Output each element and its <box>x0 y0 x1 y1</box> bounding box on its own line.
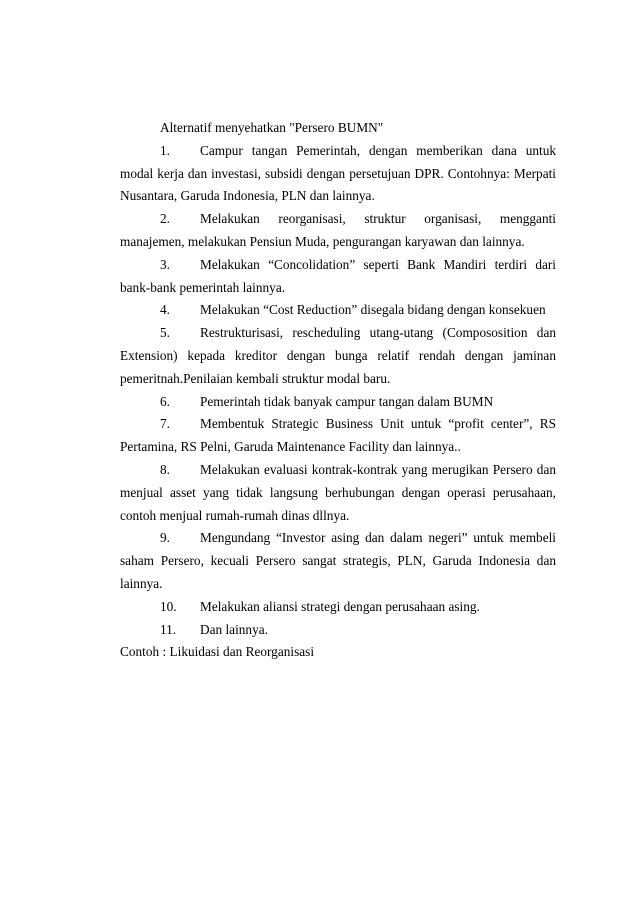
list-item <box>120 391 556 414</box>
section-heading: Alternatif menyehatkan "Persero BUMN" <box>160 120 384 135</box>
list-item <box>120 459 556 527</box>
list-item <box>120 140 556 208</box>
list-item <box>120 413 556 459</box>
list-item-number: 2. <box>160 211 170 227</box>
list-item-text: Melakukan reorganisasi, struktur organisasi, mengganti manajemen, melakukan Pensiun Muda, pengurangan karyawan dan lainnya. <box>120 211 556 249</box>
list-item <box>120 619 556 642</box>
list-item-text: Melakukan evaluasi kontrak-kontrak yang merugikan Persero dan menjual asset yang tidak langsung berhubungan dengan operasi perusahaan, contoh menjual rumah-rumah dinas dllnya. <box>120 461 556 523</box>
list-item-text: Mengundang “Investor asing dan dalam negeri” untuk membeli saham Persero, kecuali Persero sangat strategis, PLN, Garuda Indonesia dan lainnya. <box>120 530 556 591</box>
list-item-number: 8. <box>160 461 170 477</box>
list-item-text: Dan lainnya. <box>200 621 268 637</box>
list-item-number: 7. <box>160 416 170 432</box>
list-item-number: 4. <box>160 302 170 318</box>
list-item-number: 9. <box>160 530 170 546</box>
list-item-text: Pemerintah tidak banyak campur tangan dalam BUMN <box>200 393 494 409</box>
list-item-text: Melakukan “Concolidation” seperti Bank Mandiri terdiri dari bank-bank pemerintah lainnya. <box>120 256 556 295</box>
conclusion-line: Contoh : Likuidasi dan Reorganisasi <box>120 644 315 660</box>
list-item-number: 11. <box>160 621 177 637</box>
list-item <box>120 322 556 390</box>
list-item <box>120 299 556 322</box>
list-item <box>120 527 556 595</box>
list-item-number: 5. <box>160 325 170 341</box>
list-item-text: Melakukan “Cost Reduction” disegala bidang dengan konsekuen <box>200 302 546 318</box>
list-item-text: Membentuk Strategic Business Unit untuk “profit center”, RS Pertamina, RS Pelni, Garuda Maintenance Facility dan lainnya.. <box>120 416 556 455</box>
list-item-number: 3. <box>160 256 170 272</box>
list-item-text: Melakukan aliansi strategi dengan perusahaan asing. <box>200 598 480 614</box>
list-item <box>120 208 556 254</box>
list-item-text: Campur tangan Pemerintah, dengan memberikan dana untuk modal kerja dan investasi, subsidi dengan persetujuan DPR. Contohnya: Merpati Nusantara, Garuda Indonesia, PLN dan lainnya. <box>120 142 556 204</box>
list-item-number: 6. <box>160 393 170 409</box>
numbered-list <box>120 140 556 642</box>
list-item-number: 1. <box>160 142 170 158</box>
document-body <box>120 117 556 664</box>
list-item-text: Restrukturisasi, rescheduling utang-utang (Compososition dan Extension) kepada kreditor dengan bunga relatif rendah dengan jaminan pemeritnah.Penilaian kembali struktur modal baru. <box>120 325 556 386</box>
list-item <box>120 254 556 300</box>
list-item-number: 10. <box>160 598 177 614</box>
list-item <box>120 596 556 619</box>
